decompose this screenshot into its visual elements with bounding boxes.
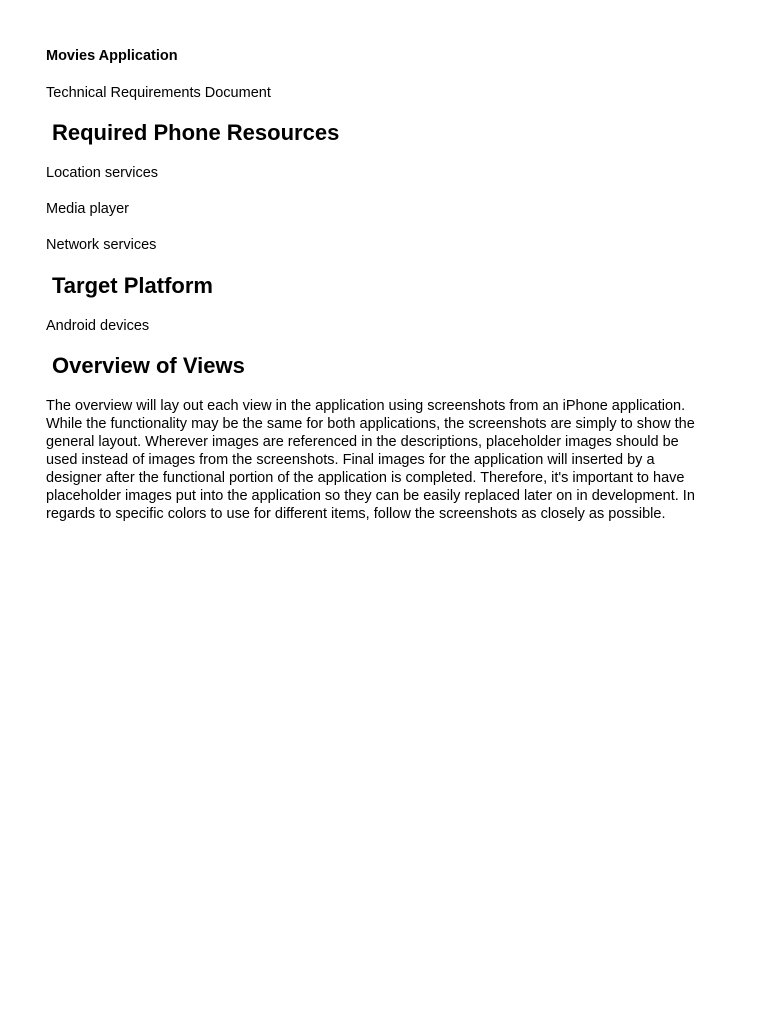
section-heading-overview: Overview of Views <box>52 353 245 378</box>
resource-item-media: Media player <box>46 201 130 217</box>
document-title: Movies Application <box>46 48 178 64</box>
section-heading-resources: Required Phone Resources <box>52 120 340 145</box>
overview-line: placeholder images put into the application so they can be easily replaced later on in development. In <box>46 488 695 504</box>
overview-line: used instead of images from the screenshots. Final images for the application will inserted by a <box>46 452 655 468</box>
document-subtitle: Technical Requirements Document <box>46 85 271 101</box>
overview-line: The overview will lay out each view in the application using screenshots from an iPhone application. <box>46 398 686 414</box>
overview-line: regards to specific colors to use for different items, follow the screenshots as closely as possible. <box>46 506 666 522</box>
resource-item-network: Network services <box>46 237 157 253</box>
section-heading-platform: Target Platform <box>52 273 213 298</box>
overview-line: designer after the functional portion of the application is completed. Therefore, it's important to have <box>46 470 685 486</box>
overview-line: While the functionality may be the same for both applications, the screenshots are simply to show the <box>46 416 695 432</box>
platform-item-android: Android devices <box>46 318 150 334</box>
overview-line: general layout. Wherever images are referenced in the descriptions, placeholder images should be <box>46 434 679 450</box>
resource-item-location: Location services <box>46 165 159 181</box>
overview-paragraph <box>46 397 726 523</box>
